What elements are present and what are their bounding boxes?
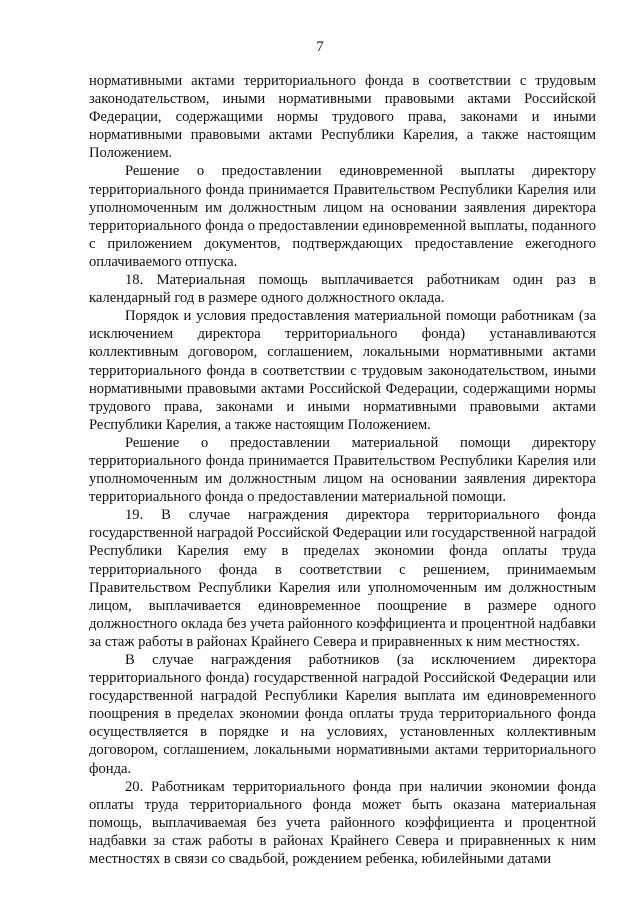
paragraph-item-18: 18. Материальная помощь выплачивается работникам один раз в календарный год в размере одного должностного оклада. (89, 272, 596, 307)
page-number: 7 (316, 39, 324, 55)
paragraph-item-20: 20. Работникам территориального фонда при наличии экономии фонда оплаты труда территориального фонда может быть оказана материальная помощь, выплачиваемая без учета районного коэффициента и процентной надбавки за стаж работы в районах Крайнего Севера и приравненных к ним местностях в связи со свадьбой, рождением ребенка, юбилейными датами (89, 778, 596, 868)
paragraph: Решение о предоставлении единовременной выплаты директору территориального фонда принимается Правительством Республики Карелия или уполномоченным им должностным лицом на основании заявления директора территориального фонда о предоставлении единовременной выплаты, поданного с приложением документов, подтверждающих предоставление ежегодного оплачиваемого отпуска. (89, 163, 596, 270)
paragraph-item-19: 19. В случае награждения директора территориального фонда государственной наградой Российской Федерации или государственной наградой Республики Карелия ему в пределах экономии фонда оплаты труда территориального фонда в соответствии с решением, принимаемым Правительством Республики Карелия или уполномоченным им должностным лицом, выплачивается единовременное поощрение в размере одного должностного оклада без учета районного коэффициента и процентной надбавки за стаж работы в районах Крайнего Севера и приравненных к ним местностях. (89, 507, 596, 650)
paragraph: Решение о предоставлении материальной помощи директору территориального фонда принимается Правительством Республики Карелия или уполномоченным им должностным лицом на основании заявления директора территориального фонда о предоставлении материальной помощи. (89, 434, 596, 506)
document-body (89, 72, 596, 868)
paragraph: Порядок и условия предоставления материальной помощи работникам (за исключением директора территориального фонда) устанавливаются коллективным договором, соглашением, локальными нормативными актами территориального фонда в соответствии с трудовым законодательством, иными нормативными правовыми актами Российской Федерации, содержащими нормы трудового права, законами и иными нормативными правовыми актами Республики Карелия, а также настоящим Положением. (89, 308, 596, 433)
paragraph-continuation: нормативными актами территориального фонда в соответствии с трудовым законодательством, иными нормативными правовыми актами Российской Федерации, содержащими нормы трудового права, законами и иными нормативными правовыми актами Республики Карелия, а также настоящим Положением. (89, 73, 596, 162)
paragraph: В случае награждения работников (за исключением директора территориального фонда) государственной наградой Российской Федерации или государственной наградой Республики Карелия выплата им единовременного поощрения в пределах экономии фонда оплаты труда территориального фонда осуществляется в порядке и на условиях, установленных коллективным договором, соглашением, локальными нормативными актами территориального фонда. (89, 652, 596, 777)
